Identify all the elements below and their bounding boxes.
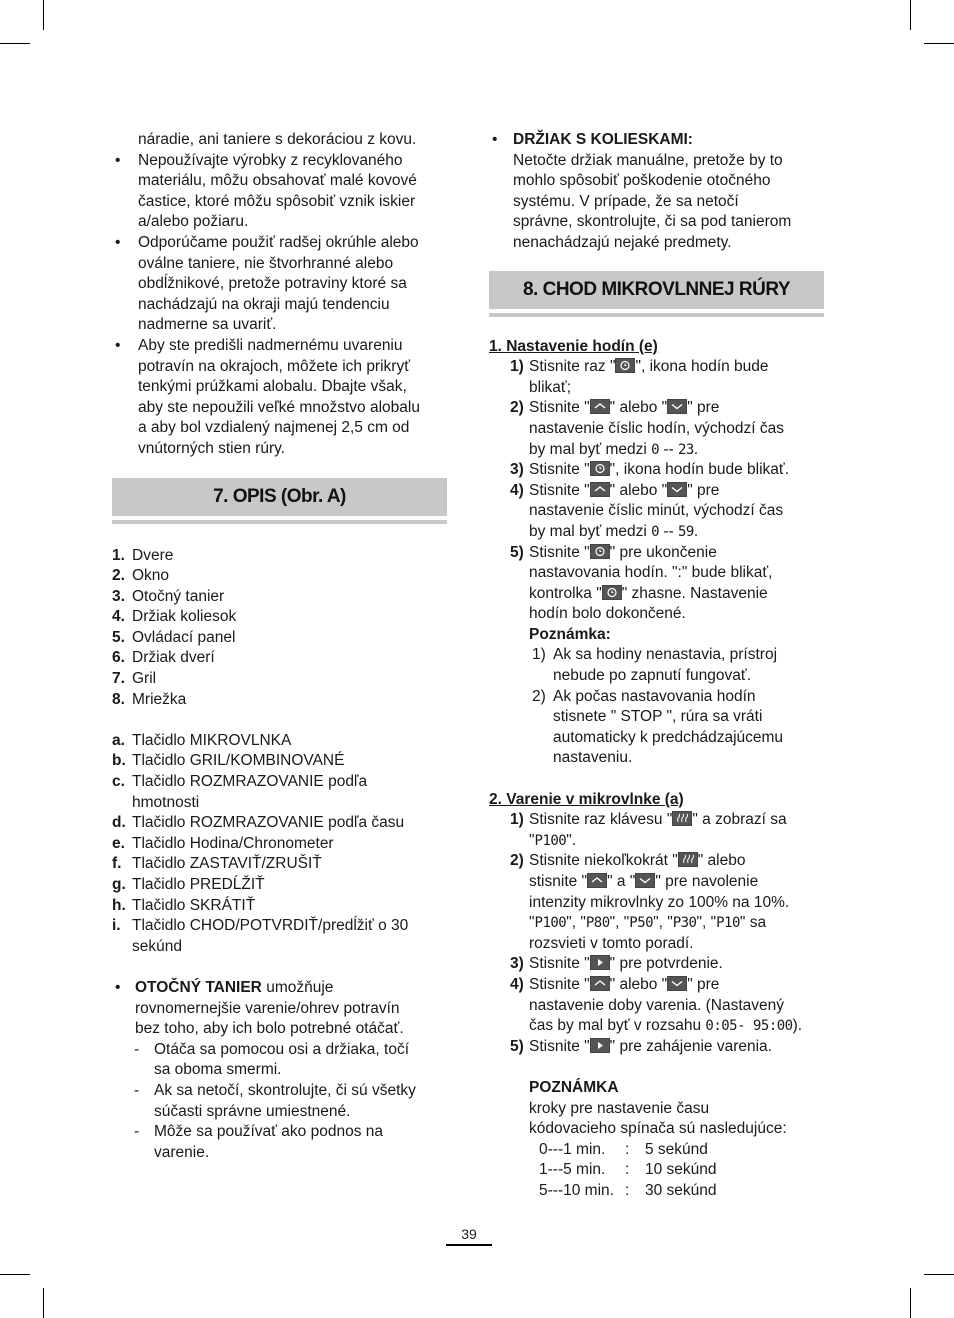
crop-mark — [0, 43, 30, 44]
page-number-rule — [446, 1244, 492, 1246]
section-rule — [489, 313, 824, 317]
list-item: 6. Držiak dverí — [112, 649, 215, 667]
list-item: 1. Dvere — [112, 546, 174, 564]
table-row: 5---10 min. : 30 sekúnd — [539, 1181, 717, 1199]
list-item: h. Tlačidlo SKRÁTIŤ — [112, 896, 256, 914]
micro-step: 3) Stisnite " " pre potvrdenie. — [510, 955, 723, 973]
list-item: e. Tlačidlo Hodina/Chronometer — [112, 834, 334, 852]
clock-step: 1) Stisnite raz " ", ikona hodín bude blikať; — [510, 358, 769, 396]
up-button-icon — [590, 482, 610, 497]
bullet-line: oválne taniere, nie štvorhranné alebo — [138, 254, 394, 272]
bullet-line: aby ste nepoužili veľké množstvo alobalu — [138, 398, 420, 416]
dash-item: - Ak sa netočí, skontrolujte, či sú všetky súčasti správne umiestnené. — [134, 1081, 416, 1120]
bullet-icon: • — [115, 151, 121, 169]
subheading-clock: 1. Nastavenie hodín (e) — [489, 337, 658, 355]
note-title: Poznámka: — [529, 625, 611, 643]
crop-mark — [910, 1288, 911, 1318]
list-item: 3. Otočný tanier — [112, 587, 225, 605]
up-button-icon — [587, 873, 607, 888]
down-button-icon — [635, 873, 655, 888]
table-row: 1---5 min. : 10 sekúnd — [539, 1161, 717, 1179]
list-item: g. Tlačidlo PREDĹŽIŤ — [112, 876, 265, 893]
bullet-line: materiálu, môžu obsahovať malé kovové — [138, 172, 417, 190]
clock-button-icon — [590, 461, 610, 476]
bullet-line: nadmerne sa uvariť. — [138, 316, 277, 334]
start-button-icon — [590, 1038, 610, 1053]
turntable-bullet: • OTOČNÝ TANIER umožňuje rovnomernejšie varenie/ohrev potravín bez toho, aby ich bolo potrebné otáčať. — [112, 978, 447, 1040]
crop-mark — [0, 1274, 30, 1275]
bullet-line: bez toho, aby ich bolo potrebné otáčať. — [135, 1020, 404, 1038]
clock-button-icon — [590, 544, 610, 559]
right-column — [489, 130, 824, 1202]
microwave-button-icon — [672, 811, 692, 826]
micro-step: 4) Stisnite " " alebo " " pre nastavenie doby varenia. (Nastavený čas by mal byť v rozsahu 0:05- 95:00). — [510, 975, 803, 1035]
list-item: 8. Mriežka — [112, 690, 187, 708]
roller-bullet: • DRŽIAK S KOLIESKAMI: Netočte držiak manuálne, pretože by to mohlo spôsobiť poškodenie otočného systému. V prípade, že sa netočí správne, skontrolujte, či sa pod tanierom nenachádzajú nejaké predmety. — [492, 131, 792, 251]
list-item: c. Tlačidlo ROZMRAZOVANIE podľa hmotnosti — [112, 773, 368, 811]
dash-item: - Otáča sa pomocou osi a držiaka, točí sa oboma smermi. — [134, 1040, 410, 1079]
micro-step: 5) Stisnite " " pre zahájenie varenia. POZNÁMKA kroky pre nastavenie času kódovacieho spínača sú nasledujúce: 0---1 min. : 5 sekúnd 1---5 min. : 10 sekúnd 5---10 min. : 30 sekúnd — [489, 1037, 824, 1202]
down-button-icon — [667, 399, 687, 414]
crop-mark — [910, 0, 911, 30]
safety-bullet — [112, 151, 447, 233]
list-item: a. Tlačidlo MIKROVLNKA — [112, 731, 292, 749]
note-title: POZNÁMKA — [529, 1078, 619, 1096]
list-item: 4. Držiak koliesok — [112, 608, 237, 626]
bullet-line: rovnomernejšie varenie/ohrev potravín — [135, 999, 400, 1017]
bullet-icon: • — [492, 131, 498, 148]
list-item: b. Tlačidlo GRIL/KOMBINOVANÉ — [112, 752, 345, 770]
left-column — [112, 130, 447, 1163]
roller-title: DRŽIAK S KOLIESKAMI: — [513, 131, 693, 148]
list-item: i. Tlačidlo CHOD/POTVRDIŤ/predĺžiť o 30 sekúnd — [112, 917, 409, 955]
intro-continuation: náradie, ani taniere s dekoráciou z kovu. — [138, 131, 417, 148]
list-item: f. Tlačidlo ZASTAVIŤ/ZRUŠIŤ — [112, 855, 322, 873]
bullet-line: tenkými prúžkami alobalu. Dbajte však, — [138, 378, 407, 396]
list-item: d. Tlačidlo ROZMRAZOVANIE podľa času — [112, 814, 405, 832]
list-item: 7. Gril — [112, 670, 157, 688]
up-button-icon — [590, 399, 610, 414]
section-heading: 7. OPIS (Obr. A) — [112, 478, 447, 516]
down-button-icon — [667, 976, 687, 991]
clock-button-icon — [602, 585, 622, 600]
dash-item: - Môže sa používať ako podnos na varenie. — [134, 1123, 383, 1161]
up-button-icon — [590, 976, 610, 991]
parts-list — [112, 546, 447, 711]
bullet-line: potravín na okrajoch, môžete ich prikryť — [138, 357, 411, 375]
section-heading: 8. CHOD MIKROVLNNEJ RÚRY — [489, 271, 824, 309]
bullet-line: obdĺžnikové, pretože potraviny ktoré sa — [138, 275, 407, 293]
page-number: 39 — [461, 1226, 477, 1242]
table-row: 0---1 min. : 5 sekúnd — [539, 1140, 708, 1158]
list-item: 5. Ovládací panel — [112, 628, 236, 646]
bullet-icon: • — [115, 978, 121, 996]
note-item: 1) Ak sa hodiny nenastavia, prístroj nebude po zapnutí fungovať. — [532, 646, 778, 685]
turntable-title: OTOČNÝ TANIER — [135, 978, 262, 996]
clock-step: 5) Stisnite " " pre ukončenie nastavovania hodín. ":" bude blikať, kontrolka " " zhasne. Nastavenie hodín bolo dokončené. Poznámka: — [510, 543, 773, 643]
crop-mark — [924, 1274, 954, 1275]
crop-mark — [43, 1288, 44, 1318]
clock-step: 4) Stisnite " " alebo " " pre nastavenie číslic minút, východzí čas by mal byť medzi 0 -- 59. — [510, 481, 784, 540]
clock-button-icon — [615, 358, 635, 373]
safety-bullet — [112, 336, 447, 460]
bullet-line: Aby ste predišli nadmernému uvareniu — [138, 336, 403, 354]
micro-step: 2) Stisnite niekoľkokrát " " alebo stisnite " " a " " pre navolenie intenzity mikrovlnky zo 100% na 10%. "P100", "P80", "P50", "P30", "P10" sa rozsvieti v tomto poradí. — [510, 852, 790, 952]
bullet-icon: • — [115, 336, 121, 354]
microwave-button-icon — [678, 852, 698, 867]
list-item: 2. Okno — [112, 567, 170, 585]
safety-bullet — [112, 233, 447, 336]
note-item: 2) Ak počas nastavovania hodín stisnete " STOP ", rúra sa vráti automaticky k predchádzajúcemu nastaveniu. — [532, 687, 784, 767]
bullet-line: nachádzajú na okraji majú tendenciu — [138, 295, 390, 313]
timing-table — [529, 1140, 824, 1202]
bullet-line: častice, ktoré môžu spôsobiť vznik iskier — [138, 192, 416, 210]
bullet-line: Nepoužívajte výrobky z recyklovaného — [138, 151, 403, 169]
bullet-line: a/alebo požiaru. — [138, 213, 249, 231]
crop-mark — [924, 43, 954, 44]
clock-step: 3) Stisnite " ", ikona hodín bude blikať. — [510, 461, 789, 479]
bullet-line: a aby bol vzdialený najmenej 2,5 cm od — [138, 419, 410, 437]
start-button-icon — [590, 955, 610, 970]
section-rule — [112, 520, 447, 524]
down-button-icon — [667, 482, 687, 497]
buttons-list — [112, 731, 447, 958]
crop-mark — [43, 0, 44, 30]
micro-step: 1) Stisnite raz klávesu " " a zobrazí sa "P100". — [510, 811, 787, 849]
subheading-microwave: 2. Varenie v mikrovlnke (a) — [489, 790, 684, 808]
bullet-line: Odporúčame použiť radšej okrúhle alebo — [138, 233, 419, 251]
bullet-icon: • — [115, 233, 121, 251]
bullet-line: vnútorných stien rúry. — [138, 439, 286, 457]
clock-step: 2) Stisnite " " alebo " " pre nastavenie číslic hodín, východzí čas by mal byť medzi 0 -- 23. — [510, 399, 785, 458]
